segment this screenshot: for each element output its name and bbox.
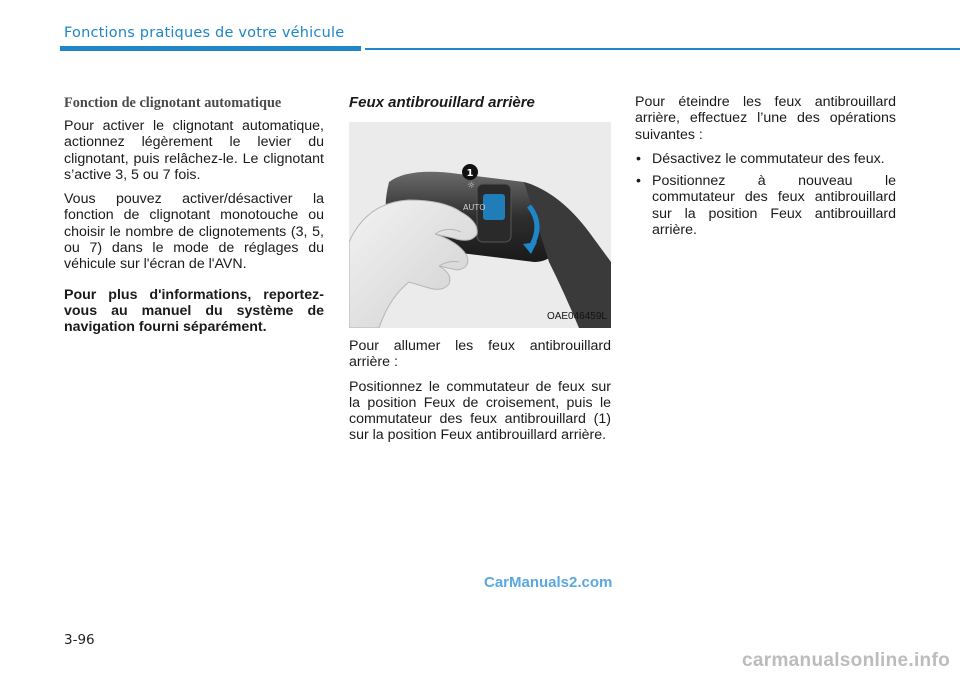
svg-text:AUTO: AUTO	[463, 203, 486, 212]
column-middle	[349, 94, 611, 452]
lever-illustration	[349, 122, 611, 328]
svg-text:☼: ☼	[467, 181, 476, 191]
header-rule-thick	[60, 46, 361, 51]
section-title: Fonctions pratiques de votre véhicule	[64, 25, 345, 41]
bullet-text: Désactivez le commutateur des feux.	[652, 150, 885, 167]
bullet-list	[635, 151, 896, 238]
figure-code: OAE046459L	[546, 310, 607, 322]
heading-rear-fog-lights: Feux antibrouillard arrière	[349, 94, 535, 111]
column-right	[635, 94, 896, 244]
page-number: 3-96	[64, 632, 95, 648]
figure-light-switch-lever	[349, 122, 611, 328]
bullet-dot: •	[636, 173, 641, 190]
column-left	[64, 94, 324, 344]
paragraph-turn-on: Pour allumer les feux antibrouillard arrière :	[349, 338, 611, 371]
paragraph-activate: Pour activer le clignotant automatique, actionnez légèrement le levier du clignotant, puis relâchez-le. Le clignotant s’active 3, 5 ou 7 fois.	[64, 118, 324, 183]
note-navigation-manual: Pour plus d'informations, reportez-vous au manuel du système de navigation fourni séparément.	[64, 286, 324, 336]
footer-watermark: carmanualsonline.info	[742, 650, 950, 671]
paragraph-switch-position: Positionnez le commutateur de feux sur la position Feux de croisement, puis le commutateur des feux antibrouillard (1) sur la position Feux antibrouillard arrière.	[349, 378, 611, 444]
bullet-dot: •	[636, 150, 641, 167]
heading-auto-turn-signal: Fonction de clignotant automatique	[64, 95, 282, 111]
bullet-text: Positionnez à nouveau le commutateur des feux antibrouillard sur la position Feux antibrouillard arrière.	[652, 173, 896, 239]
list-item	[635, 173, 896, 238]
header-rule-thin	[365, 48, 960, 50]
list-item	[635, 151, 896, 167]
watermark-link[interactable]: CarManuals2.com	[484, 574, 613, 591]
figure-callout-number: 1	[466, 168, 474, 179]
paragraph-settings: Vous pouvez activer/désactiver la fonction de clignotant monotouche ou choisir le nombre de clignotements (3, 5, ou 7) dans le mode de réglages du véhicule sur l'écran de l'AVN.	[64, 191, 324, 273]
paragraph-turn-off: Pour éteindre les feux antibrouillard arrière, effectuez l’une des opérations suivantes :	[635, 94, 896, 143]
